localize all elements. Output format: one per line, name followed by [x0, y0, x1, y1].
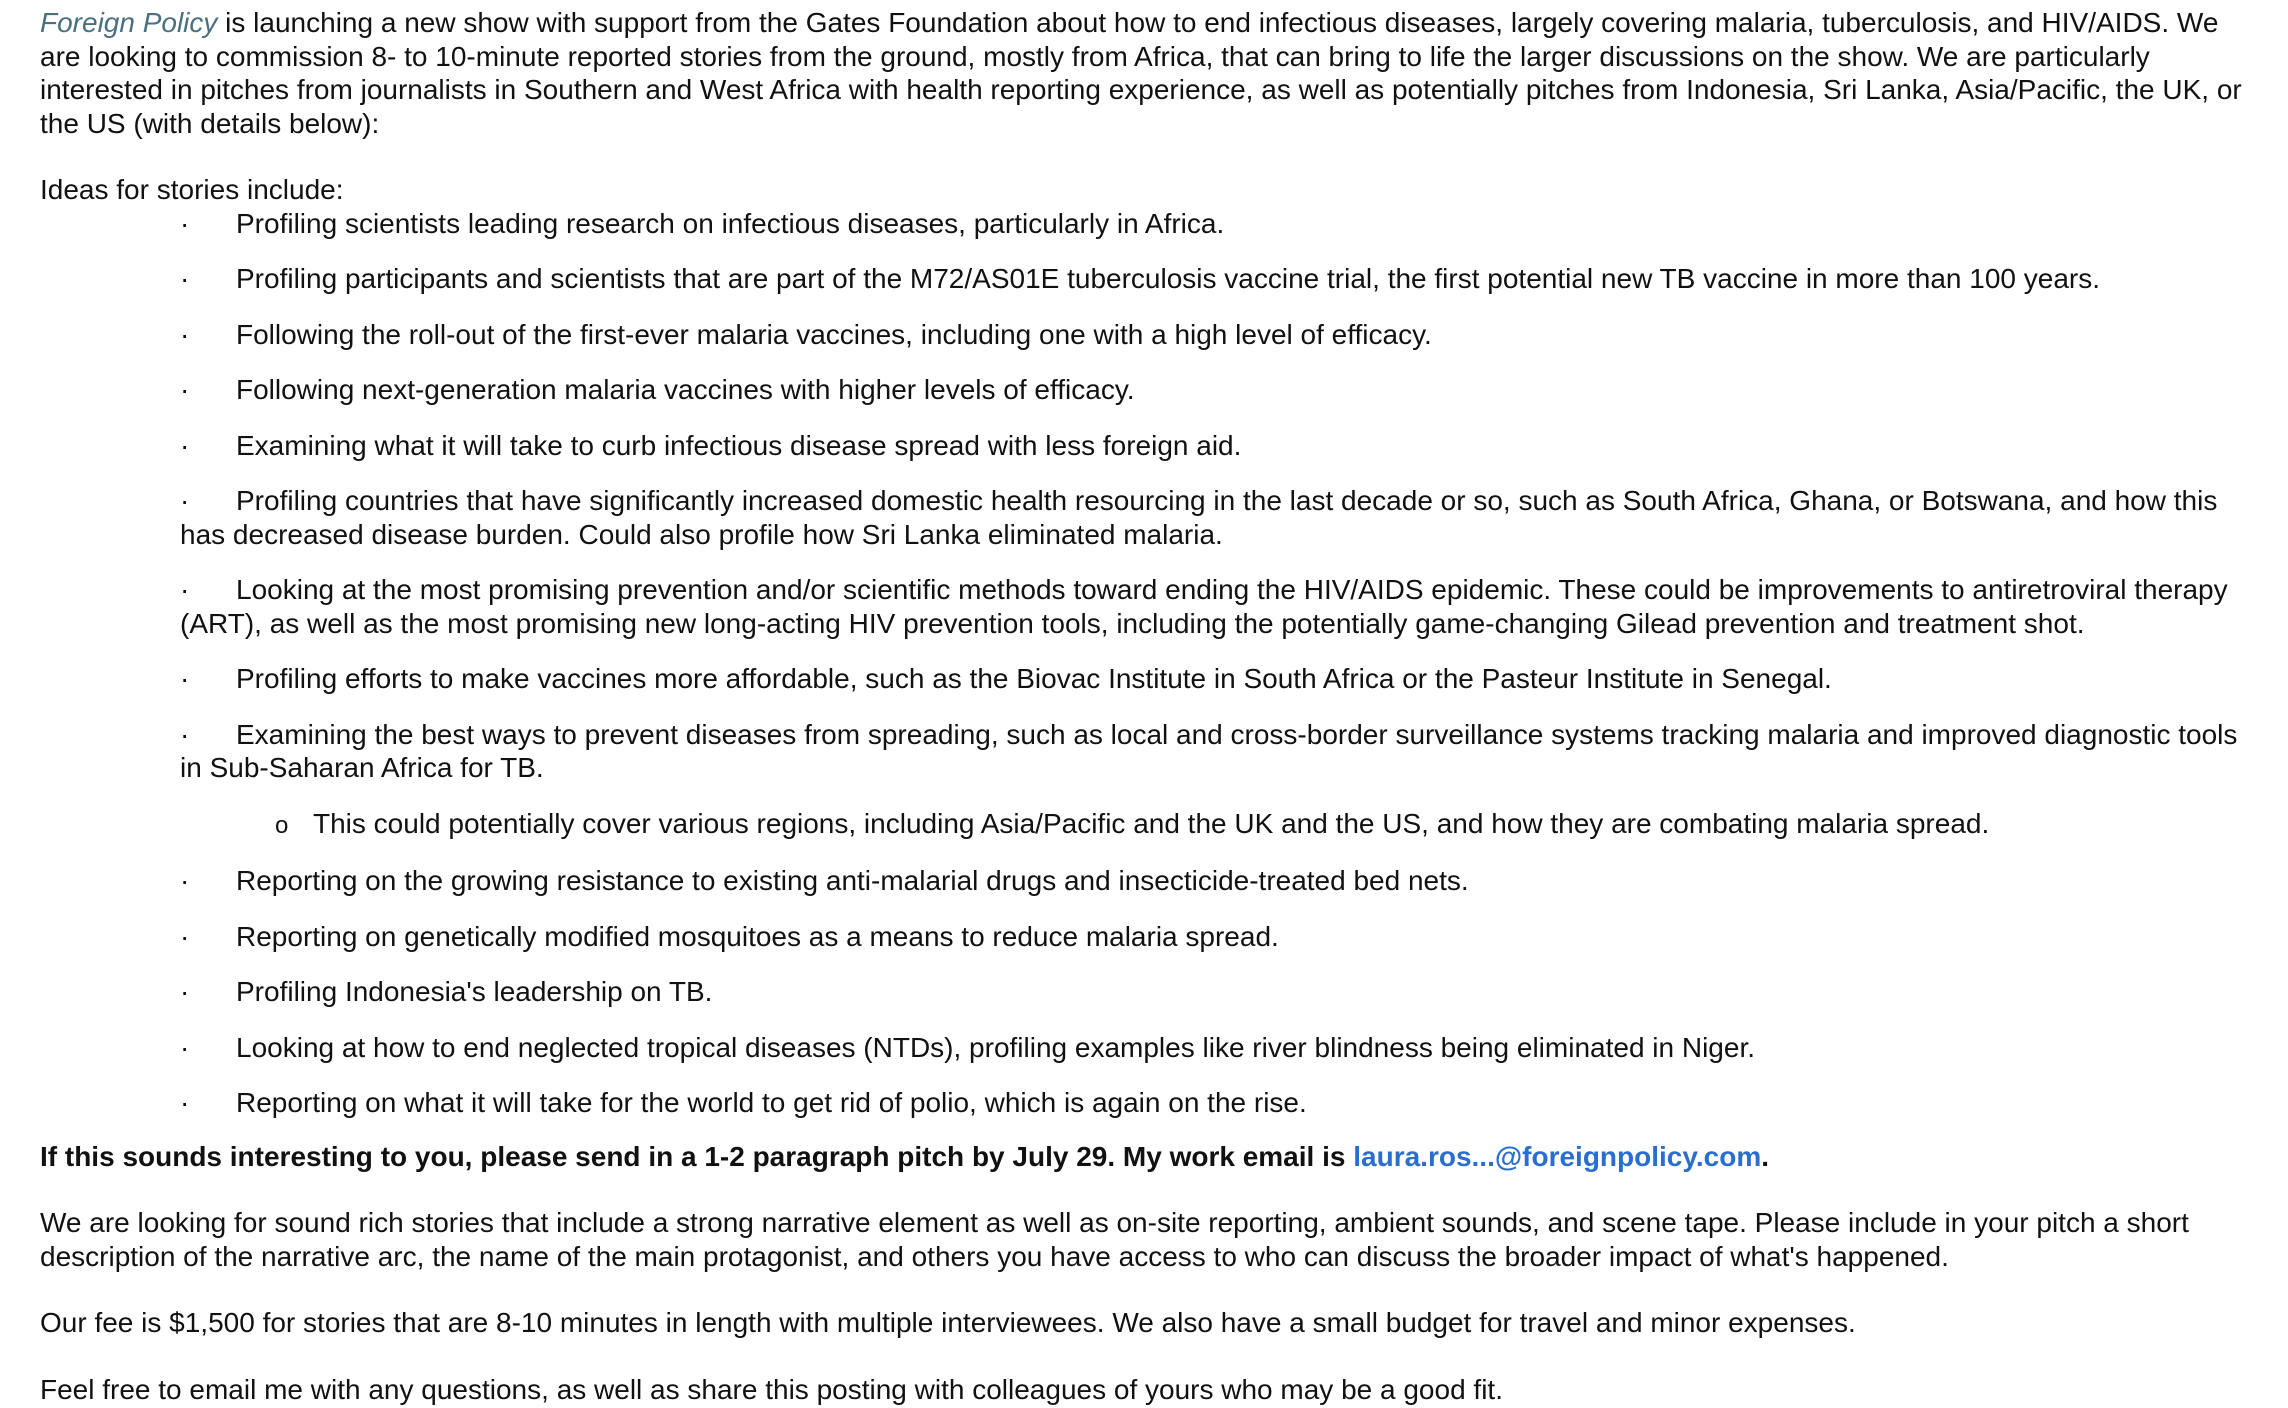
list-item: · Looking at the most promising prevention and/or scientific methods toward ending the HIV/AIDS epidemic. These could be improvements to antiretroviral therapy (ART), as well as the most promising new long-acting HIV prevention tools, including the potentially game-changing Gilead prevention and treatment shot. — [180, 574, 2228, 639]
list-item: · Following the roll-out of the first-ever malaria vaccines, including one with a high level of efficacy. — [180, 318, 1432, 350]
bullet-icon: · — [180, 718, 190, 750]
bullet-icon: · — [180, 207, 190, 239]
bullet-icon: · — [180, 1031, 190, 1063]
bullet-icon: · — [180, 920, 190, 952]
bullet-icon: · — [180, 1087, 190, 1118]
list-item: · Profiling Indonesia's leadership on TB. — [180, 976, 713, 1007]
list-item: · Examining what it will take to curb infectious disease spread with less foreign aid. — [180, 429, 1242, 461]
fee-paragraph: Our fee is $1,500 for stories that are 8-10 minutes in length with multiple interviewees. We also have a small budget for travel and minor expenses. — [40, 1307, 1856, 1338]
bullet-icon: · — [180, 574, 190, 605]
bullet-icon: · — [180, 663, 190, 694]
list-item: · Reporting on genetically modified mosquitoes as a means to reduce malaria spread. — [180, 920, 1279, 952]
bullet-icon: · — [180, 318, 190, 350]
bullet-icon: · — [180, 865, 190, 896]
list-item: · Following next-generation malaria vaccines with higher levels of efficacy. — [180, 374, 1135, 405]
circle-bullet-icon: o — [275, 811, 289, 839]
publication-link[interactable]: Foreign Policy — [40, 7, 218, 38]
bullet-icon: · — [180, 485, 190, 516]
bullet-icon: · — [180, 374, 190, 405]
ideas-list — [40, 207, 2255, 1120]
ideas-heading: Ideas for stories include: — [40, 174, 344, 205]
email-link[interactable]: laura.ros...@foreignpolicy.com — [1353, 1140, 1762, 1172]
bullet-icon: · — [180, 263, 190, 294]
list-item: · Profiling efforts to make vaccines more affordable, such as the Biovac Institute in South Africa or the Pasteur Institute in Senegal. — [180, 663, 1832, 694]
requirements-paragraph: We are looking for sound rich stories that include a strong narrative element as well as on-site reporting, ambient sounds, and scene tape. Please include in your pitch a short description of the narrative arc, the name of the main protagonist, and others you have access to who can discuss the broader impact of what's happened. — [40, 1207, 2189, 1272]
list-item: · Looking at how to end neglected tropical diseases (NTDs), profiling examples like river blindness being eliminated in Niger. — [180, 1031, 1756, 1063]
closing-paragraph: Feel free to email me with any questions, as well as share this posting with colleagues of yours who may be a good fit. — [40, 1373, 1503, 1405]
call-to-action: If this sounds interesting to you, please send in a 1-2 paragraph pitch by July 29. My work email is laura.ros...@foreignpolicy.com. — [40, 1140, 1769, 1172]
list-item: · Examining the best ways to prevent diseases from spreading, such as local and cross-border surveillance systems tracking malaria and improved diagnostic tools in Sub-Saharan Africa for TB. — [180, 718, 2238, 783]
intro-text: is launching a new show with support from the Gates Foundation about how to end infectious diseases, largely covering malaria, tuberculosis, and HIV/AIDS. We are looking to commission 8- to 10-minute reported stories from the ground, mostly from Africa, that can bring to life the larger discussions on the show. We are particularly interested in pitches from journalists in Southern and West Africa with health reporting experience, as well as potentially pitches from Indonesia, Sri Lanka, Asia/Pacific, the UK, or the US (with details below): — [40, 7, 2242, 139]
bullet-icon: · — [180, 976, 190, 1007]
list-item: · Reporting on the growing resistance to existing anti-malarial drugs and insecticide-treated bed nets. — [180, 865, 1469, 896]
list-item: · Profiling participants and scientists that are part of the M72/AS01E tuberculosis vaccine trial, the first potential new TB vaccine in more than 100 years. — [180, 263, 2100, 294]
list-item: · Reporting on what it will take for the world to get rid of polio, which is again on the rise. — [180, 1087, 1307, 1118]
sub-list-item: o This could potentially cover various regions, including Asia/Pacific and the UK and the US, and how they are combating malaria spread. — [180, 807, 2255, 843]
intro-paragraph — [40, 6, 2255, 140]
document-body — [40, 6, 2255, 1406]
list-item: · Profiling countries that have significantly increased domestic health resourcing in the last decade or so, such as South Africa, Ghana, or Botswana, and how this has decreased disease burden. Could also profile how Sri Lanka eliminated malaria. — [180, 485, 2218, 550]
bullet-icon: · — [180, 429, 190, 461]
list-item: · Profiling scientists leading research on infectious diseases, particularly in Africa. — [180, 207, 1225, 239]
